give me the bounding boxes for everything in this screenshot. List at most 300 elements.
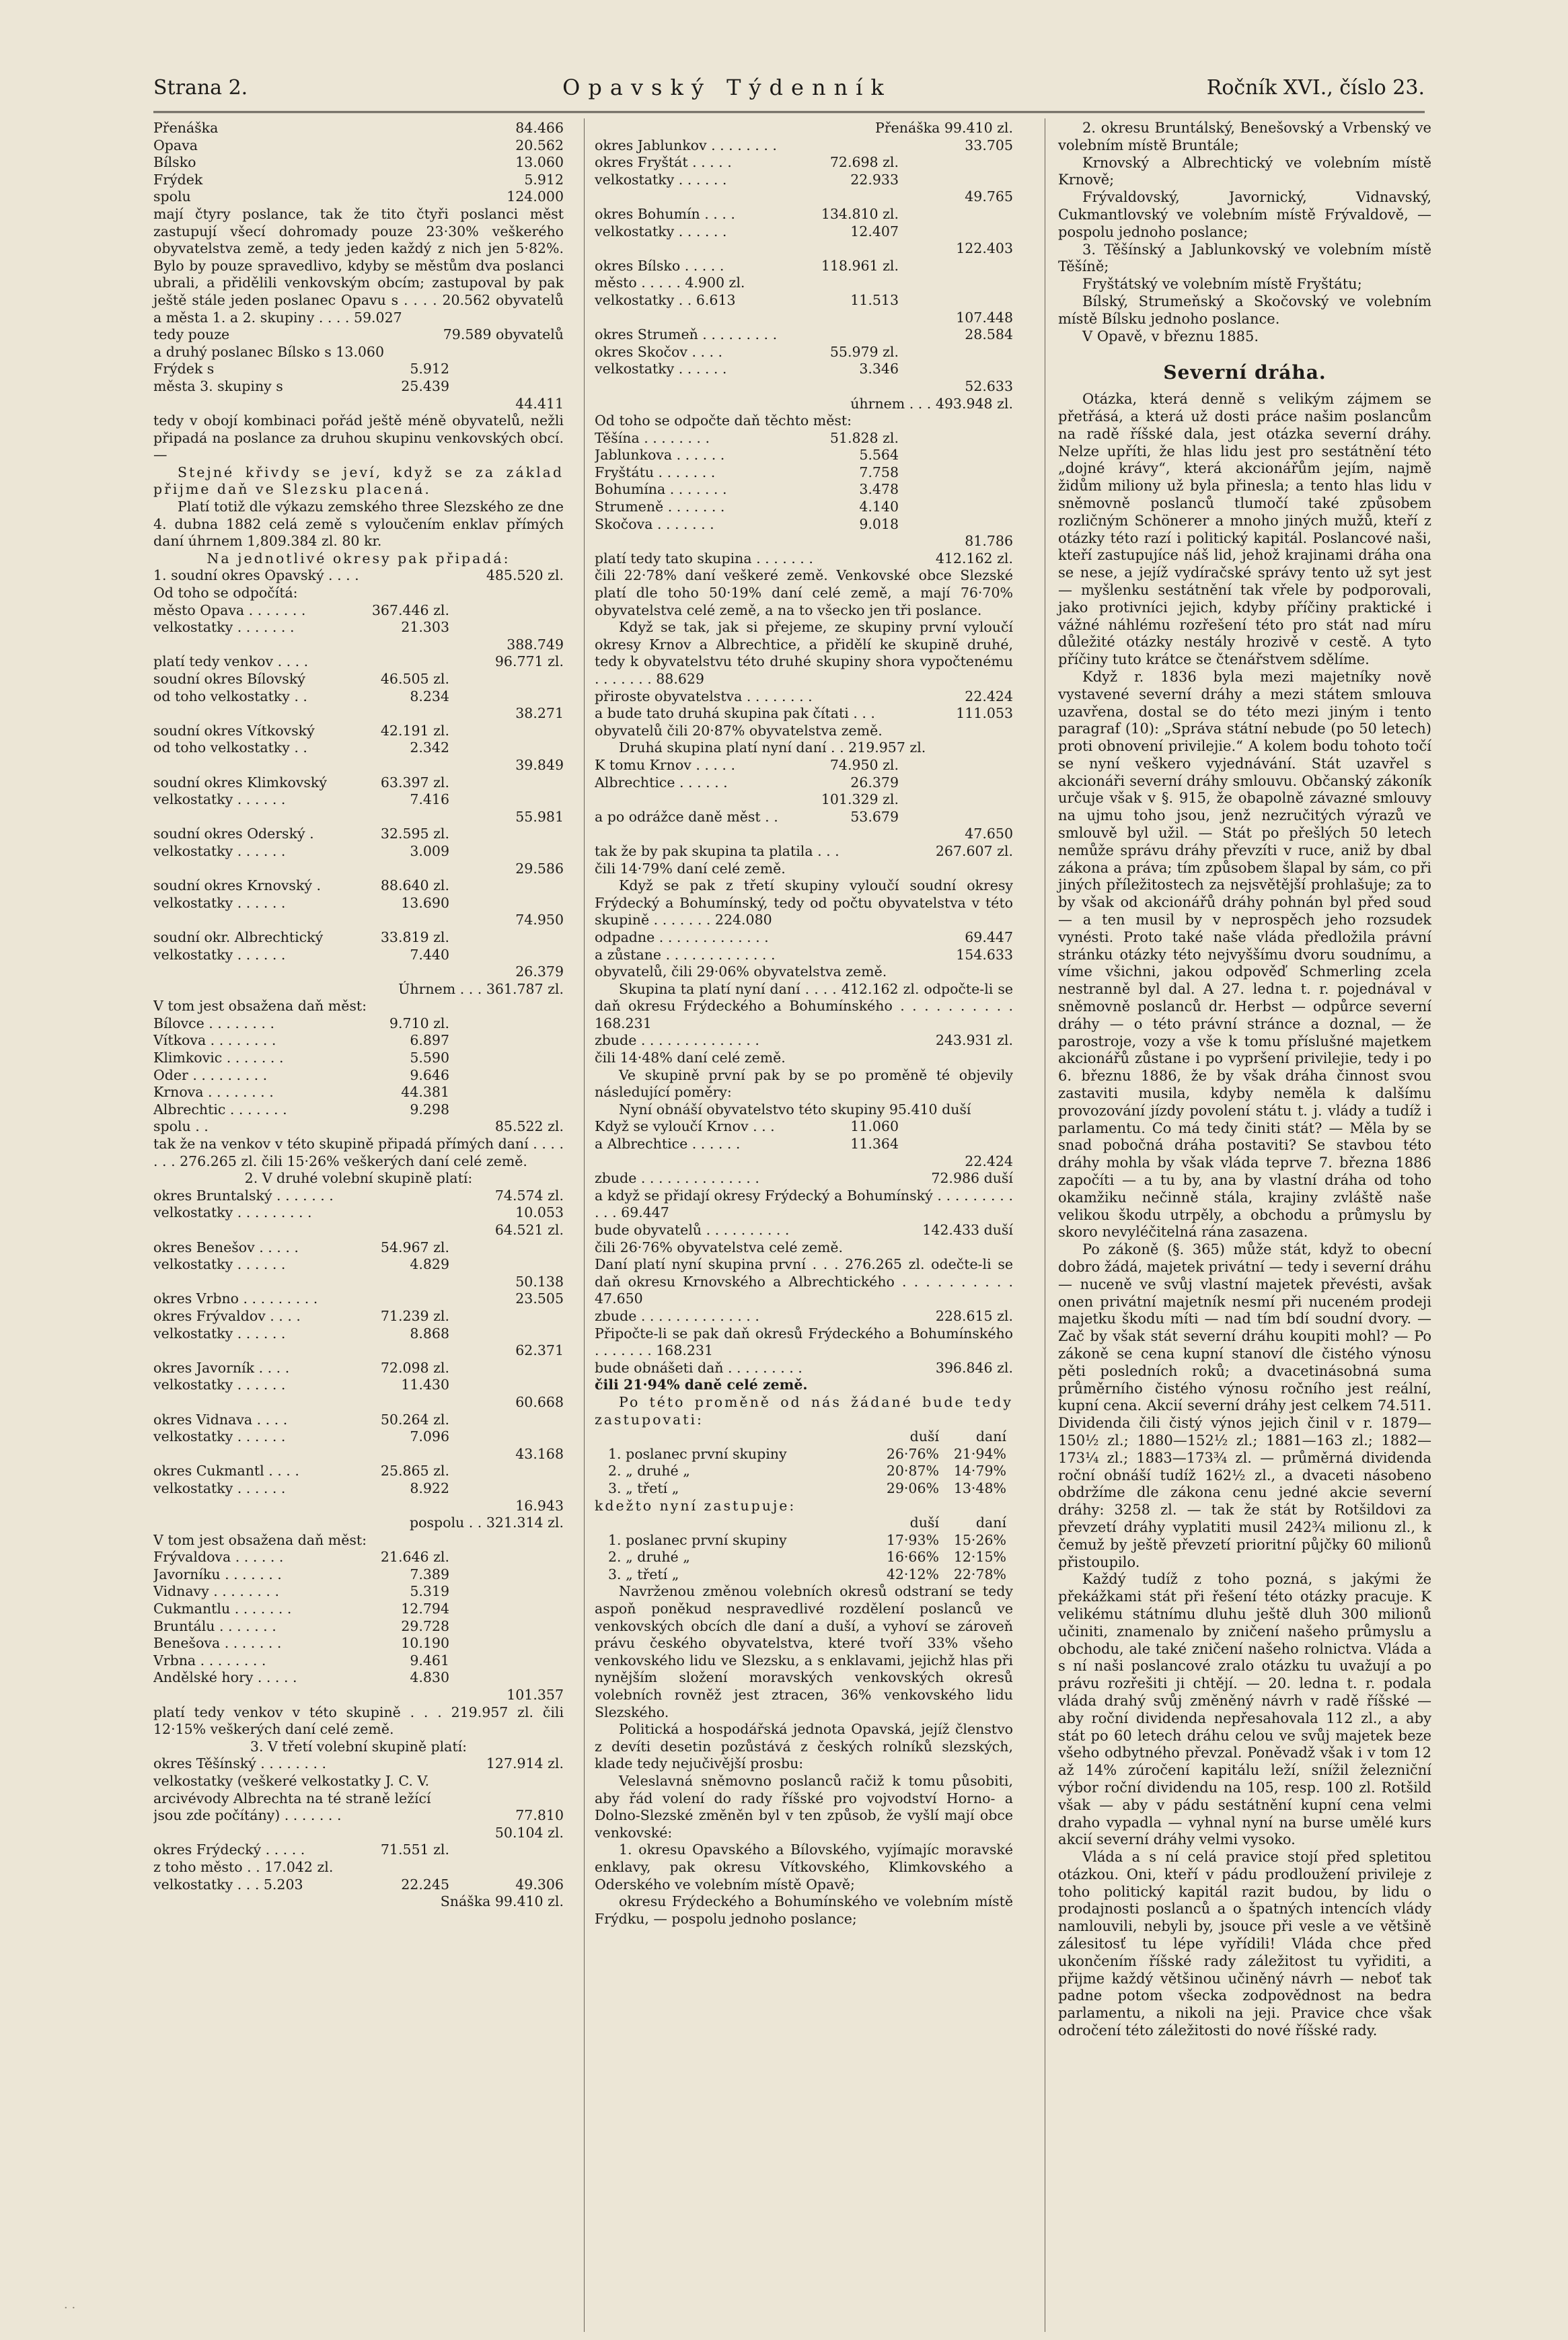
ledger-value: 85.522 zl. [494, 1118, 564, 1135]
ledger-row [595, 516, 1013, 534]
ledger-subvalue: 11.430 [401, 1377, 449, 1393]
ledger-label: velkostatky . . . . . . [153, 894, 286, 911]
article-paragraph-1: Otázka, která denně s velikým zájmem se přetřásá, a která už dosti práce našim poslancům na radě říšské dala, jest otázka severní dráhy. Nelze upříti, že hlas lidu jest pro sestátnění této „dojné krávy“, která akcionářům jejím, najmě židům miliony už byla přinesla; a tento hlas lidu v sněmovně poslanců tlumočí také způsobem rozličným Schönerer a mnoho jiných mužů, kteří z otázky této razí i politický kapitál. Poslancové naši, kteří zastupujíce náš lid, jehož krajinami dráha ona se nese, a jejíž vydíračské správy tento už syt jest — myšlenku sestátnění tak vřele by podporovali, jako protivníci jejich, kdyby příčiny praktické i vážné náhlému rozřešení této pro stát nad míru důležité otázky nestály hrozivě v cestě. A tyto příčiny tuto krátce se čtenářstvem sdělíme. [1058, 391, 1431, 668]
col1-para7: 2. V druhé volební skupině platí: [244, 1170, 473, 1187]
ledger-label: soudní okres Krnovský . [153, 877, 321, 894]
ledger-value: 228.615 zl. [935, 1307, 1013, 1324]
ledger-label: tedy pouze [153, 326, 230, 343]
ledger-row [153, 1514, 564, 1532]
ledger-label: arcivévody Albrechta na té straně ležící [153, 1790, 431, 1806]
ledger-subvalue: 5.319 [410, 1583, 449, 1600]
article-heading: Severní dráha. [1163, 361, 1327, 384]
ledger-value: Snáška 99.410 zl. [440, 1893, 564, 1910]
ledger-row [153, 912, 564, 929]
ledger-row [153, 1187, 564, 1205]
article-paragraph-2: Když r. 1836 byla mezi majetníky nově vystavené severní dráhy a mezi státem smlouva uzavřena, dostal se do této mezi jiným i tento paragraf (10): „Správa státní nebude (po 50 letech) proti obnovení privilejie.“ A kolem bodu tohoto točí se nyní veškero vyjednávání. Stát uzavřel s akcionáři severní dráhy smlouvu. Občanský zákoník určuje však v §. 915, že obapolně závazné smlouvy na ujmu toho jsou, jenž nezručitých výrazů ve smlouvě byl užil. — Stát po přešlých 50 letech nemůže správu dráhy převzíti v ruce, aniž by dbal zákona a práva; tím způsobem šlapal by sám, co při jiných příležitostech za nejsvětější prohlašuje; za to by však od akcionářů dráhy pohnán byl před soud — a ten musil by v neprospěch jeho rozsudek vynésti. Proto také naše vláda předložila právní stránku otázky této nejvyššímu dvoru soudnímu, a víme všichni, jakou odpověď Schmerling zcela nestranně byl dal. A 27. ledna t. r. pojednával v sněmovně poslanců dr. Herbst — odpůrce severní dráhy — o této právní stránce a doznal, — že parostroje, vozy a vše k tomu příslušné majetkem akcionářů zůstane i po vypršení privilejie, tedy i po 6. březnu 1886, že by však dráha činnost svou zastaviti musila, kdyby neměla k dalšímu provozování jízdy povolení státu t. j. vlády a tudíž i parlamentu. Co má tedy činiti stát? — Měla by se snad pobočná dráha postaviti? Se stavbou této dráhy mohla by však vláda teprve 7. března 1886 započíti — a tu by, ana by vlastní dráha od toho okamžiku nečinně stála, krajiny zvláště naše velikou škodu utrpěly, a obchodu a průmyslu by skoro nevyléčitelná rána zasazena. [1058, 668, 1431, 1241]
ledger-subvalue: 5.912 [410, 361, 449, 377]
ledger-subvalue: 42.191 zl. [380, 722, 449, 739]
ledger-subvalue: 8.922 [410, 1479, 449, 1496]
ledger-label: okres Vrbno . . . . . . . . . [153, 1290, 318, 1307]
ledger-subvalue: 25.865 zl. [380, 1463, 449, 1479]
ledger-subvalue: 29.728 [401, 1617, 449, 1634]
ledger-row [153, 1859, 564, 1876]
ledger-label: od toho velkostatky . . [153, 688, 307, 704]
ledger-subvalue: 9.461 [410, 1652, 449, 1669]
table-cell: 14·79% [953, 1463, 1006, 1479]
ledger-row [595, 344, 1013, 361]
ledger-label: a Albrechtice . . . . . . [595, 1136, 741, 1153]
ledger-row [595, 137, 1013, 155]
ledger-row [153, 671, 564, 688]
col2-para12: a když se přidají okresy Frýdecký a Bohumínský . . . . . . . . . . . . 69.447 [595, 1187, 1013, 1221]
ledger-row [595, 533, 1013, 550]
ledger-row [595, 326, 1013, 344]
ledger-label: Andělské hory . . . . . [153, 1669, 297, 1686]
ledger-label: Klimkovic . . . . . . . [153, 1050, 284, 1066]
ledger-label: tak že by pak skupina ta platila . . . [595, 842, 839, 859]
col2-para11: Nyní obnáší obyvatelstvo této skupiny 95.410 duší [619, 1101, 971, 1118]
ledger-label: okres Bílsko . . . . . [595, 257, 724, 274]
ledger-subvalue: 32.595 zl. [380, 826, 449, 842]
ledger-label: velkostatky . . . . . . [153, 1256, 286, 1273]
col2-lines8 [595, 1308, 1013, 1325]
ledger-row [153, 1118, 564, 1136]
ledger-row [153, 1360, 564, 1377]
table-cell: 26·76% [886, 1445, 939, 1462]
col2-para16: čili 21·94% daně celé země. [595, 1377, 808, 1393]
ledger-row [153, 739, 564, 757]
col2-lines5 [595, 1032, 1013, 1050]
ledger-row [153, 1101, 564, 1119]
col1-para4: Platí totiž dle výkazu zemského three Slezského ze dne 4. dubna 1882 celá země s vyloučením enklav přímých daní úhrnem 1,809.384 zl. 80 kr. [153, 499, 564, 550]
ledger-row [595, 188, 1013, 206]
ledger-label: Oder . . . . . . . . . [153, 1066, 268, 1083]
ledger-row [153, 1790, 564, 1808]
ledger-value: 28.584 [965, 326, 1013, 343]
ledger-label: soudní okres Vítkovský [153, 722, 315, 739]
ledger-row [153, 344, 564, 361]
table-header [595, 1428, 1013, 1446]
col2-para1: čili 22·78% daní veškeré země. Venkovské obce Slezské platí dle toho 50·19% daní celé země, a mají 76·70% obyvatelstva celé země, a na to všecko jen tři poslance. [595, 567, 1013, 618]
ledger-row [595, 154, 1013, 172]
newspaper-title: Opavský Týdenník [562, 75, 892, 100]
col2-para21: Veleslavná sněmovno poslanců račiž k tomu působiti, aby řád volení do rady říšské pro vojvodství Horno- a Dolno-Slezské změněn byl v ten způsob, že vyšlí mají obce venkovské: [595, 1773, 1013, 1841]
ledger-label: Benešova . . . . . . . [153, 1635, 282, 1652]
ledger-value: 84.466 [515, 120, 564, 136]
ledger-row [153, 585, 564, 602]
issue-info: Ročník XVI., číslo 23. [1206, 75, 1425, 100]
ledger-row [153, 172, 564, 189]
col2-para5: čili 14·79% daní celé země. [595, 860, 786, 877]
ledger-row [153, 843, 564, 861]
ledger-subvalue: 3.009 [410, 842, 449, 859]
col1-para9: 3. V třetí volební skupině platí: [250, 1738, 468, 1755]
col1-para5: Na jednotlivé okresy pak připadá: [207, 550, 511, 566]
ledger-row [595, 826, 1013, 843]
table-cell: 13·48% [953, 1479, 1006, 1496]
ledger-label: velkostatky (veškeré velkostatky J. C. V. [153, 1773, 430, 1789]
ledger-subvalue: 46.505 zl. [380, 671, 449, 687]
ledger-row [153, 809, 564, 826]
ledger-row [595, 412, 1013, 430]
ledger-label: okres Javorník . . . . [153, 1359, 290, 1376]
ledger-label: bude obyvatelů . . . . . . . . . . [595, 1222, 790, 1238]
col2-para7: obyvatelů, čili 29·06% obyvatelstva země. [595, 963, 887, 980]
ledger-subvalue: 8.868 [410, 1325, 449, 1342]
ledger-row [153, 1687, 564, 1704]
ledger-row [153, 1428, 564, 1446]
table-header-cell: daní [975, 1514, 1006, 1531]
ledger-label: okres Jablunkov . . . . . . . . [595, 137, 777, 153]
ledger-row [595, 791, 1013, 809]
ledger-label: Bruntálu . . . . . . . [153, 1617, 276, 1634]
ledger-value: 13.060 [515, 154, 564, 171]
ledger-row [153, 1583, 564, 1601]
ledger-row [153, 981, 564, 998]
col2-para3: obyvatelů čili 20·87% obyvatelstva země. [595, 722, 883, 739]
ledger-row [153, 774, 564, 792]
ledger-subvalue: 13.690 [401, 894, 449, 911]
table-row [595, 1446, 1013, 1463]
ledger-value: 39.849 [515, 756, 564, 773]
ledger-row [153, 1825, 564, 1842]
ledger-row [153, 1498, 564, 1515]
ledger-subvalue: 12.794 [401, 1601, 449, 1617]
ledger-row [153, 653, 564, 671]
col2-para18: kdežto nyní zastupuje: [595, 1497, 796, 1514]
ledger-row [153, 1841, 564, 1859]
ledger-row [595, 1032, 1013, 1050]
col1-para2: tedy v obojí kombinaci pořád ještě méně obyvatelů, nežli připadá na poslance za druhou skupinu venkovských obcí. — [153, 412, 564, 464]
ledger-label: velkostatky . . . . . . . [153, 619, 295, 636]
ledger-value: 55.981 [515, 808, 564, 825]
ledger-label: okres Těšínský . . . . . . . . [153, 1755, 327, 1772]
ledger-label: okres Vidnava . . . . [153, 1411, 288, 1428]
col2-para4: Druhá skupina platí nyní daní . . 219.957 zl. [619, 739, 926, 756]
ledger-value: 485.520 zl. [486, 567, 564, 584]
ledger-row [153, 120, 564, 137]
ledger-subvalue: 54.967 zl. [380, 1239, 449, 1255]
col1-lines [153, 120, 564, 206]
table-row [595, 1463, 1013, 1480]
ledger-row [153, 1893, 564, 1911]
ledger-label: města 3. skupiny s [153, 377, 283, 394]
ledger-row [153, 1067, 564, 1085]
ledger-label: Krnova . . . . . . . . [153, 1084, 274, 1101]
page-header [153, 67, 1425, 108]
ledger-subvalue: 134.810 zl. [821, 205, 899, 222]
ledger-subvalue: 26.379 [850, 774, 899, 791]
ledger-subvalue: 4.140 [859, 499, 899, 515]
ledger-value: 52.633 [965, 377, 1013, 394]
ledger-value: 50.104 zl. [494, 1824, 564, 1841]
col3-para3: Frývaldovský, Javornický, Vidnavský, Cukmantlovský ve volebním místě Frývaldově, — pospolu jednoho poslance; [1058, 189, 1431, 240]
ledger-row [153, 1325, 564, 1343]
ledger-value: 243.931 zl. [935, 1032, 1013, 1049]
ledger-subvalue: 9.646 [410, 1066, 449, 1083]
ledger-subvalue: 6.897 [410, 1032, 449, 1049]
ledger-row [153, 1412, 564, 1429]
ledger-subvalue: 72.098 zl. [380, 1359, 449, 1376]
ledger-label: okres Bruntalský . . . . . . . [153, 1187, 334, 1204]
ledger-row [595, 206, 1013, 223]
ledger-subvalue: 3.478 [859, 481, 899, 498]
col2-para19: Navrženou změnou volebních okresů odstraní se tedy aspoň poněkud nespravedlivé rozdělení poslanců ve venkovských obcích dle daní a duší, a vyhoví se zároveň právu českého obyvatelstva, které tvoří 33% všeho venkovského lidu ve Slezsku, a s enklavami, jejichž hlas při nynějším složení moravských venkovských okresů volebních rovněž jest ztracen, 36% venkovského lidu Slezského. [595, 1583, 1013, 1720]
ledger-label: okres Fryštát . . . . . [595, 154, 732, 171]
ledger-row [153, 602, 564, 620]
col2-para10: Ve skupině první pak by se po proměně té objevily následující poměry: [595, 1066, 1013, 1101]
ledger-label: Strumeně . . . . . . . [595, 499, 725, 515]
ledger-subvalue: 55.979 zl. [829, 343, 899, 360]
ledger-subvalue: 4.830 [410, 1669, 449, 1686]
ledger-row [595, 705, 1013, 723]
ledger-label: přiroste obyvatelstva . . . . . . . . [595, 688, 813, 704]
ledger-label: platí tedy tato skupina . . . . . . . [595, 550, 813, 566]
ledger-label: Když se vyloučí Krnov . . . [595, 1118, 775, 1135]
col2-lines3 [595, 757, 1013, 861]
col2-para15: Připočte-li se pak daň okresů Frýdeckého a Bohumínského . . . . . . . 168.231 [595, 1325, 1013, 1359]
ledger-label: a zůstane . . . . . . . . . . . . . [595, 946, 776, 963]
ledger-label: Vidnavy . . . . . . . . [153, 1583, 279, 1600]
ledger-row [153, 877, 564, 895]
table-cell: 15·26% [953, 1531, 1006, 1548]
ledger-row [153, 1755, 564, 1773]
ledger-row [595, 292, 1013, 309]
ledger-label: okres Frývaldov . . . . [153, 1307, 301, 1324]
table-cell: 42·12% [886, 1566, 939, 1582]
ledger-row [153, 1566, 564, 1584]
ledger-row [153, 1342, 564, 1360]
ledger-subvalue: 71.239 zl. [380, 1307, 449, 1324]
ledger-row [595, 275, 1013, 292]
col2-para20: Politická a hospodářská jednota Opavská, jejíž členstvo z devíti desetin pozůstává z českých rolníků slezských, klade tedy nejučivější prosbu: [595, 1721, 1013, 1772]
ledger-row [153, 636, 564, 654]
ledger-subvalue: 21.303 [401, 619, 449, 636]
ledger-row [153, 567, 564, 585]
table-header-cell: duší [909, 1514, 939, 1531]
ledger-row [595, 1170, 1013, 1187]
ledger-label: velkostatky . . . . . . [153, 946, 286, 963]
ledger-row [153, 1256, 564, 1274]
ledger-label: město . . . . . 4.900 zl. [595, 275, 745, 291]
ledger-label: Opava [153, 137, 198, 153]
page-number: Strana 2. [153, 75, 248, 100]
ledger-label: Fryštátu . . . . . . . [595, 464, 716, 480]
ledger-label: velkostatky . . . . . . [153, 1428, 286, 1445]
ledger-row [595, 361, 1013, 378]
column-2 [595, 120, 1013, 1928]
ledger-label: a po odrážce daně měst . . [595, 808, 778, 825]
ledger-row [153, 1635, 564, 1652]
col1-para1: mají čtyry poslance, tak že tito čtyři poslanci měst zastupují všecí dohromady pouze 23·30% veškerého obyvatelstva země, a tedy jeden každý z nich jen 5·82%. Bylo by pouze spravedlivo, kdyby se městům dva poslanci ubrali, a přidělili venkovským obcím; zastupoval by pak ještě stále jeden poslanec Opavu s . . . . 20.562 obyvatelů a města 1. a 2. skupiny . . . . 59.027 [153, 205, 564, 326]
table-row [595, 1480, 1013, 1498]
ledger-value: Přenáška 99.410 zl. [875, 120, 1013, 136]
ledger-value: Úhrnem . . . 361.787 zl. [398, 980, 564, 997]
ledger-row [153, 396, 564, 413]
ledger-value: 122.403 [956, 240, 1013, 257]
ledger-value: 79.589 obyvatelů [443, 326, 564, 343]
ledger-row [153, 757, 564, 774]
ledger-subvalue: 88.640 zl. [380, 877, 449, 894]
table-cell: 21·94% [953, 1445, 1006, 1462]
ledger-row [595, 774, 1013, 792]
col1-lines5 [153, 1755, 564, 1910]
col2-para13: čili 26·76% obyvatelstva celé země. [595, 1239, 844, 1255]
ledger-subvalue: 12.407 [850, 223, 899, 240]
col2-para9: čili 14·48% daní celé země. [595, 1050, 786, 1066]
table-cell: 29·06% [886, 1479, 939, 1496]
ledger-value: 69.447 [965, 928, 1013, 945]
ledger-label: Skočova . . . . . . . [595, 515, 714, 532]
ledger-label: velkostatky . . . . . . [595, 223, 727, 240]
ledger-subvalue: 118.961 zl. [821, 257, 899, 274]
ledger-label: velkostatky . . . . . . . . . [153, 1204, 312, 1221]
col3-para5: Fryštátský ve volebním místě Fryštátu; [1082, 276, 1362, 293]
table-cell: 2. „ druhé „ [608, 1463, 690, 1479]
ledger-row [153, 1239, 564, 1257]
ledger-value: 33.705 [965, 137, 1013, 153]
ledger-row [153, 1290, 564, 1308]
ledger-label: Bílsko [153, 154, 196, 171]
col2-para14: Daní platí nyní skupina první . . . 276.265 zl. odečte-li se daň okresu Krnovského a Albrechtického . . . . . . . . . . 47.650 [595, 1256, 1013, 1307]
ledger-subvalue: 367.446 zl. [371, 601, 449, 618]
ledger-row [595, 550, 1013, 568]
ledger-row [153, 1773, 564, 1790]
ledger-label: okres Benešov . . . . . [153, 1239, 299, 1255]
ledger-label: bude obnášeti daň . . . . . . . . . [595, 1359, 802, 1376]
ledger-row [153, 1446, 564, 1463]
ledger-value: 81.786 [965, 533, 1013, 550]
ledger-row [153, 1377, 564, 1394]
ledger-subvalue: 22.245 [401, 1876, 449, 1893]
ledger-label: soudní okres Klimkovský [153, 774, 327, 791]
column-3 [1058, 120, 1431, 2040]
ledger-value: 142.433 duší [922, 1222, 1013, 1238]
ledger-label: okres Frýdecký . . . . . [153, 1841, 305, 1858]
col3-para1: 2. okresu Bruntálský, Benešovský a Vrbenský ve volebním místě Bruntále; [1058, 120, 1431, 153]
ledger-value: 50.138 [515, 1273, 564, 1290]
ledger-value: 77.810 [515, 1807, 564, 1824]
ledger-label: a druhý poslanec Bílsko s 13.060 [153, 343, 385, 360]
table-cell: 20·87% [886, 1463, 939, 1479]
ledger-row [153, 1669, 564, 1687]
ledger-row [595, 1222, 1013, 1239]
ledger-row [153, 1618, 564, 1636]
ledger-value: 23.505 [515, 1290, 564, 1307]
col3-para2: Krnovský a Albrechtický ve volebním místě Krnově; [1058, 154, 1431, 188]
ledger-subvalue: 74.950 zl. [829, 756, 899, 773]
ledger-label: velkostatky . . . . . . [595, 171, 727, 188]
col1-para8: platí tedy venkov v této skupině . . . 219.957 zl. čili 12·15% veškerých daní celé země. [153, 1704, 564, 1738]
ledger-subvalue: 9.298 [410, 1101, 449, 1118]
ledger-row [595, 1153, 1013, 1171]
ledger-subvalue: 53.679 [850, 808, 899, 825]
ledger-label: okres Bohumín . . . . [595, 205, 735, 222]
ledger-label: soudní okres Oderský . [153, 826, 314, 842]
ledger-subvalue: 50.264 zl. [380, 1411, 449, 1428]
ledger-subvalue: 71.551 zl. [380, 1841, 449, 1858]
ledger-row [595, 464, 1013, 482]
ledger-label: V tom jest obsažena daň měst: [153, 1531, 367, 1548]
ledger-subvalue: 7.096 [410, 1428, 449, 1445]
ledger-row [153, 154, 564, 172]
ledger-label: V tom jest obsažena daň měst: [153, 998, 367, 1015]
ledger-value: 72.986 duší [931, 1170, 1013, 1187]
col2-para22: 1. okresu Opavského a Bílovského, vyjímajíc moravské enklavy, pak okresu Vítkovského, Klimkovského a Oderského ve volebním místě Opavě; [595, 1841, 1013, 1893]
ledger-label: velkostatky . . . . . . [153, 1325, 286, 1342]
ledger-row [153, 947, 564, 964]
ledger-row [153, 688, 564, 706]
ledger-value: 26.379 [515, 963, 564, 980]
ledger-row [153, 137, 564, 155]
table-cell: 22·78% [953, 1566, 1006, 1582]
ledger-row [595, 757, 1013, 774]
ledger-row [153, 861, 564, 878]
col2-lines9 [595, 1360, 1013, 1377]
ledger-row [153, 361, 564, 378]
col2-lines6 [595, 1118, 1013, 1187]
ledger-row [153, 895, 564, 912]
ledger-label: město Opava . . . . . . . [153, 601, 306, 618]
ledger-label: soudní okres Bílovský [153, 671, 305, 687]
ledger-row [595, 1308, 1013, 1325]
ledger-value: 101.357 [507, 1687, 564, 1704]
col1-para6: tak že na venkov v této skupině připadá přímých daní . . . . . . . 276.265 zl. čili 15·26% veškerých daní celé země. [153, 1136, 564, 1169]
ledger-value: 96.771 zl. [494, 653, 564, 670]
ledger-row [153, 1807, 564, 1825]
col1-lines2 [153, 326, 564, 412]
ledger-label: Albrechtic . . . . . . . [153, 1101, 287, 1118]
ledger-value: 388.749 [507, 636, 564, 653]
ledger-label: zbude . . . . . . . . . . . . . . [595, 1032, 759, 1049]
ledger-label: platí tedy venkov . . . . [153, 653, 309, 670]
ledger-label: zbude . . . . . . . . . . . . . . [595, 1307, 759, 1324]
ledger-row [153, 1652, 564, 1670]
ledger-row [153, 1032, 564, 1050]
ledger-value: 29.586 [515, 860, 564, 877]
ledger-subvalue: 63.397 zl. [380, 774, 449, 791]
column-1 [153, 120, 564, 1911]
ledger-label: Od toho se odpočítá: [153, 585, 298, 601]
ledger-row [595, 688, 1013, 706]
ledger-row [595, 396, 1013, 413]
ledger-subvalue: 9.710 zl. [389, 1015, 449, 1031]
ledger-label: a bude tato druhá skupina pak čítati . . . [595, 705, 875, 722]
table-cell: 3. „ třetí „ [608, 1479, 679, 1496]
table-cell: 2. „ druhé „ [608, 1549, 690, 1566]
ledger-row [153, 826, 564, 843]
ledger-row [153, 1463, 564, 1480]
ledger-label: Frývaldova . . . . . . [153, 1549, 284, 1566]
ledger-value: 49.765 [965, 188, 1013, 205]
ledger-row [153, 1015, 564, 1033]
ledger-row [153, 188, 564, 206]
ledger-subvalue: 4.829 [410, 1256, 449, 1273]
ledger-value: 22.424 [965, 1153, 1013, 1169]
ledger-label: velkostatky . . . 5.203 [153, 1876, 303, 1893]
ledger-value: 43.168 [515, 1445, 564, 1462]
ledger-row [153, 963, 564, 981]
ledger-subvalue: 51.828 zl. [829, 429, 899, 446]
ledger-row [153, 1222, 564, 1239]
table-row [595, 1566, 1013, 1584]
ledger-label: Javorníku . . . . . . . [153, 1566, 282, 1582]
ledger-label: K tomu Krnov . . . . . [595, 756, 735, 773]
ledger-subvalue: 21.646 zl. [380, 1549, 449, 1566]
ledger-label: Od toho se odpočte daň těchto měst: [595, 412, 852, 429]
table-cell: 3. „ třetí „ [608, 1566, 679, 1582]
ledger-row [595, 378, 1013, 396]
